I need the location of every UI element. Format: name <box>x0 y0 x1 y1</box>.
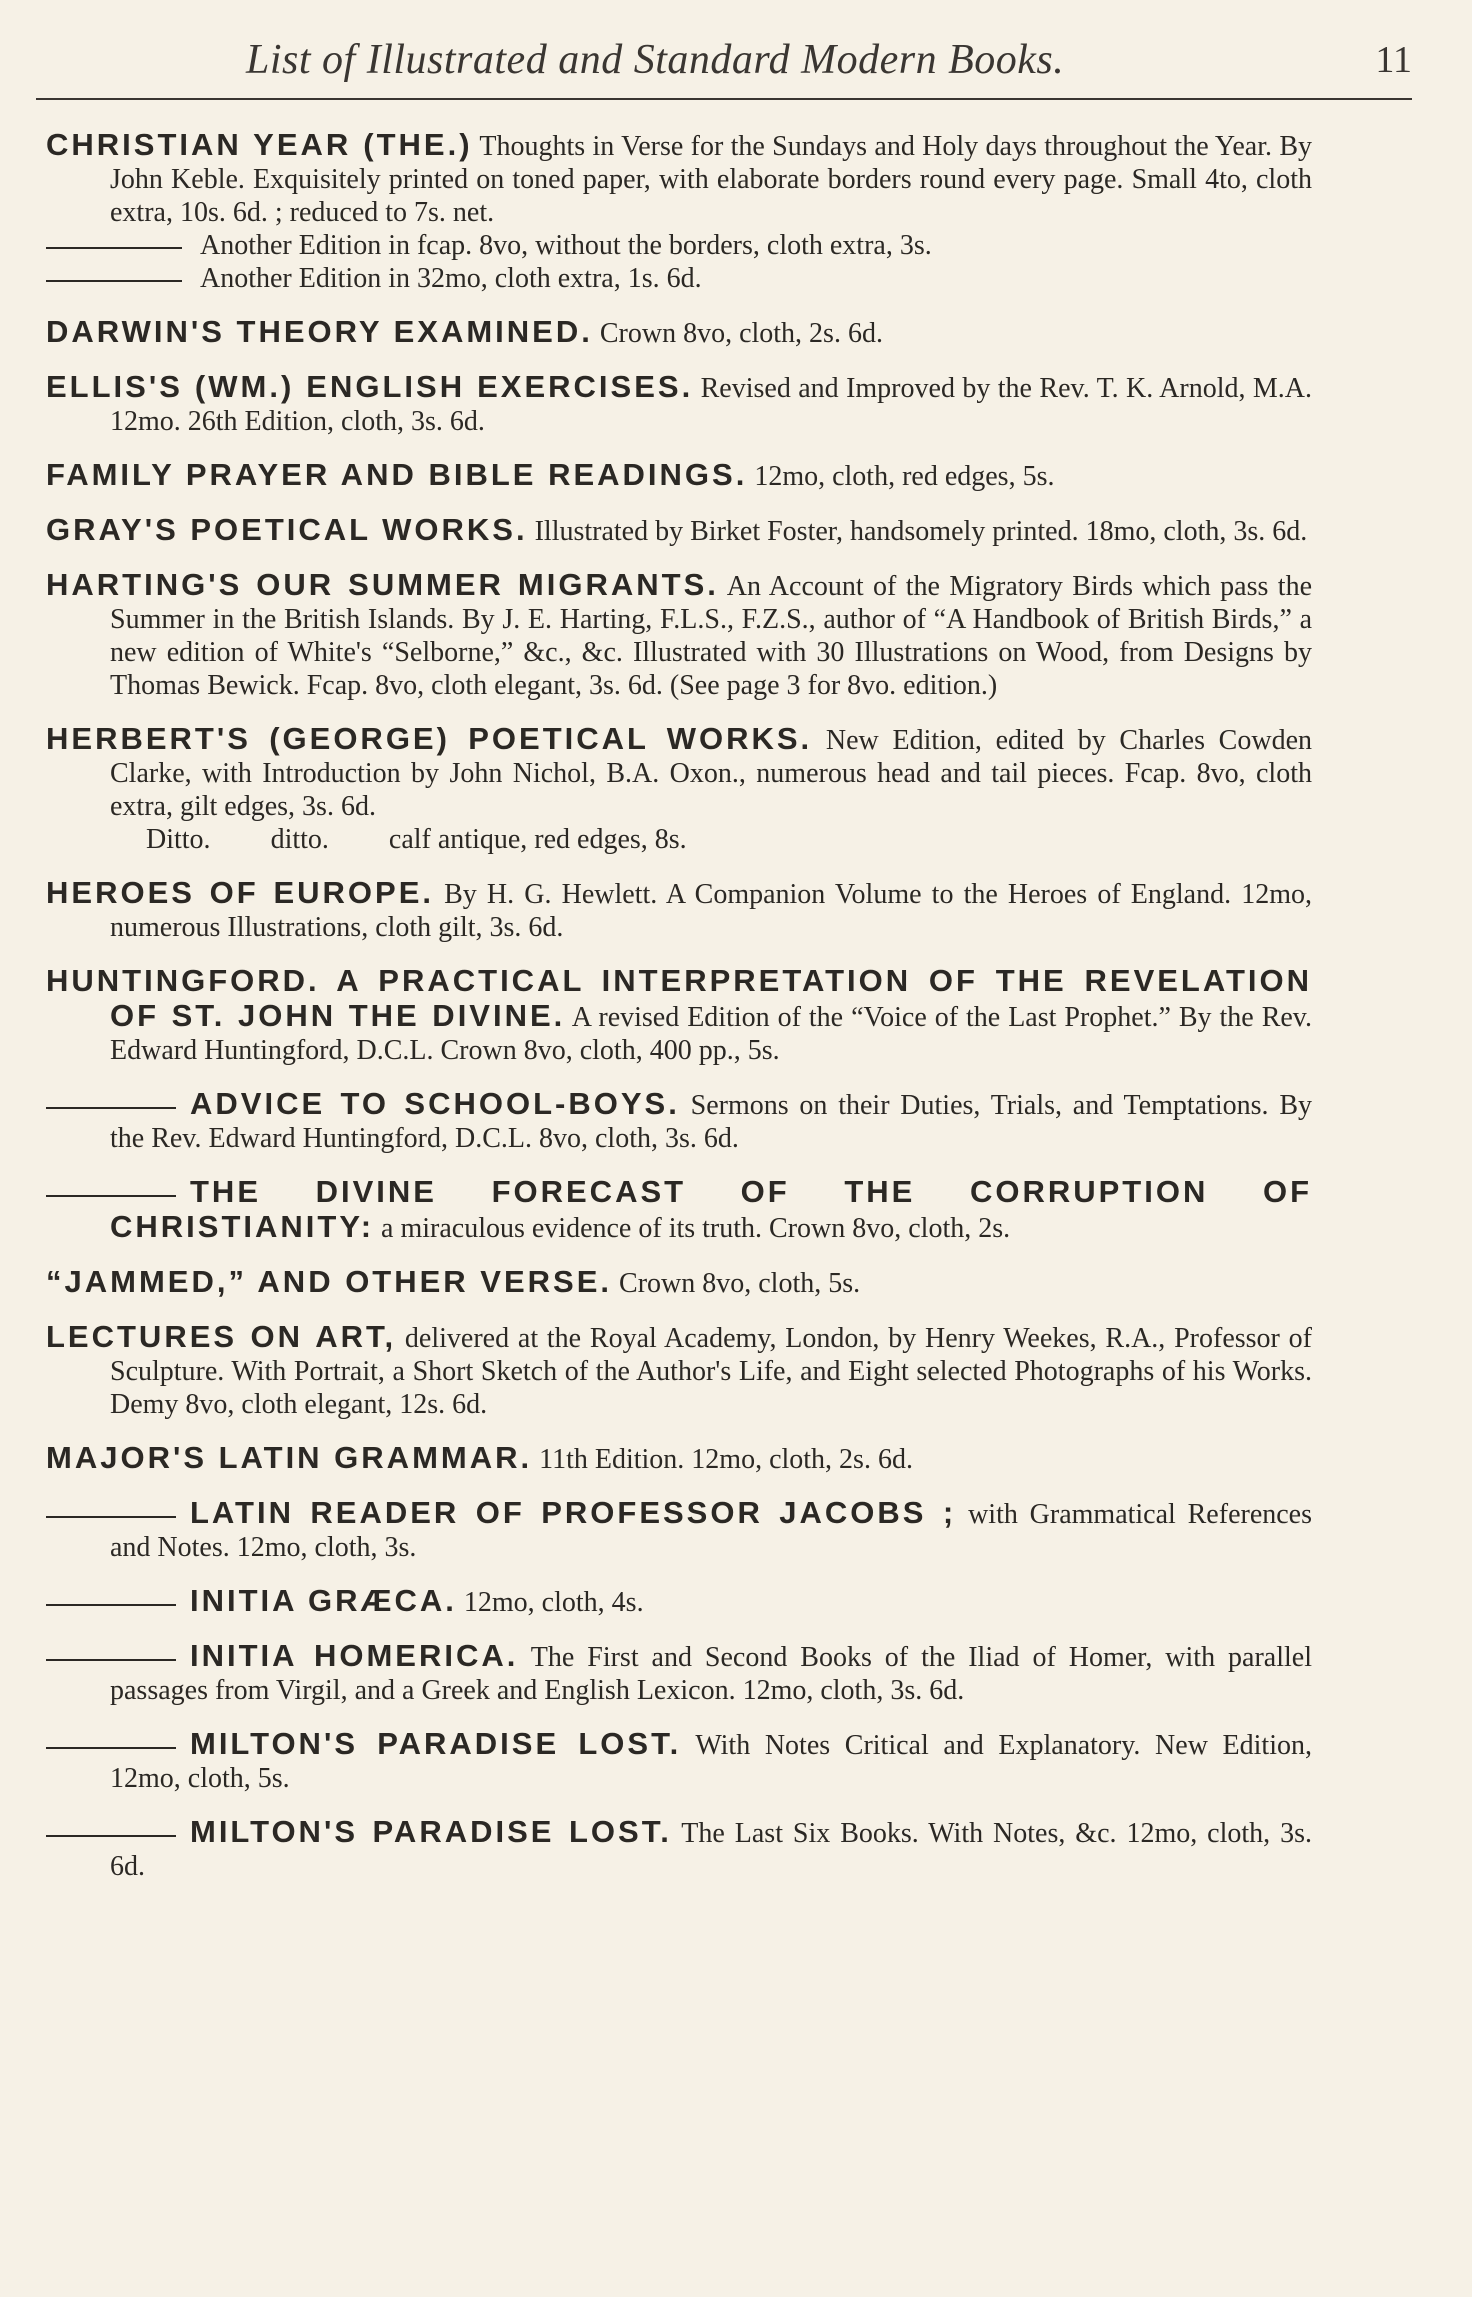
entry-text: By H. G. Hewlett. A Companion Volume to the Heroes of England. 12mo, numerous Illustrations, cloth gilt, 3s. 6d. <box>110 879 1312 943</box>
entry-text: Sermons on their Duties, Trials, and Temptations. By the Rev. Edward Huntingford, D.C.L. 8vo, cloth, 3s. 6d. <box>110 1090 1312 1154</box>
entry-heading: THE DIVINE FORECAST OF THE CORRUPTION OF CHRISTIANITY: <box>110 1174 1312 1244</box>
entry-text: delivered at the Royal Academy, London, by Henry Weekes, R.A., Professor of Sculpture. With Portrait, a Short Sketch of the Author's Life, and Eight selected Photographs of his Works. Demy 8vo, cloth elegant, 12s. 6d. <box>110 1323 1312 1420</box>
entry-text: 12mo, cloth, 4s. <box>463 1587 644 1618</box>
entry-heading: ADVICE TO SCHOOL-BOYS. <box>190 1086 680 1121</box>
entry-text: With Notes Critical and Explanatory. New Edition, 12mo, cloth, 5s. <box>110 1730 1312 1794</box>
entry-heading: INITIA GRÆCA. <box>190 1583 457 1618</box>
book-entry <box>46 1441 1312 1476</box>
book-entry <box>46 1496 1312 1564</box>
ditto-dash <box>46 280 182 282</box>
entry-heading: DARWIN'S THEORY EXAMINED. <box>46 314 593 349</box>
book-entry <box>46 315 1312 350</box>
entry-heading: GRAY'S POETICAL WORKS. <box>46 512 528 547</box>
entry-sub-edition: Another Edition in 32mo, cloth extra, 1s. 6d. <box>46 262 1312 295</box>
ditto-dash <box>46 1835 176 1837</box>
entry-text: The Last Six Books. With Notes, &c. 12mo, cloth, 3s. 6d. <box>110 1818 1313 1882</box>
ditto-dash <box>46 247 182 249</box>
entry-text: 11th Edition. 12mo, cloth, 2s. 6d. <box>539 1444 913 1475</box>
book-entry <box>46 1639 1312 1707</box>
book-entry <box>46 568 1312 702</box>
book-entry <box>46 876 1312 944</box>
entry-text: Revised and Improved by the Rev. T. K. Arnold, M.A. 12mo. 26th Edition, cloth, 3s. 6d. <box>110 373 1313 437</box>
entry-sub-edition: Another Edition in fcap. 8vo, without the borders, cloth extra, 3s. <box>46 229 1312 262</box>
ditto-dash <box>46 1195 176 1197</box>
book-entry <box>46 722 1312 856</box>
book-list <box>46 128 1312 1903</box>
entry-text: The First and Second Books of the Iliad of Homer, with parallel passages from Virgil, and a Greek and English Lexicon. 12mo, cloth, 3s. 6d. <box>110 1642 1312 1706</box>
entry-heading: “JAMMED,” AND OTHER VERSE. <box>46 1264 613 1299</box>
entry-heading: HUNTINGFORD. A PRACTICAL INTERPRETATION OF THE REVELATION OF ST. JOHN THE DIVINE. <box>46 963 1312 1033</box>
entry-heading: MAJOR'S LATIN GRAMMAR. <box>46 1440 533 1475</box>
book-entry <box>46 1175 1312 1245</box>
ditto-dash <box>46 1747 176 1749</box>
entry-text: Illustrated by Birket Foster, handsomely printed. 18mo, cloth, 3s. 6d. <box>534 516 1308 547</box>
entry-heading: HARTING'S OUR SUMMER MIGRANTS. <box>46 567 719 602</box>
ditto-dash <box>46 1107 176 1109</box>
book-entry <box>46 964 1312 1067</box>
book-entry <box>46 1087 1312 1155</box>
ditto-dash <box>46 1659 176 1661</box>
entry-heading: INITIA HOMERICA. <box>190 1638 519 1673</box>
book-entry <box>46 370 1312 438</box>
entry-text: Crown 8vo, cloth, 5s. <box>619 1268 861 1299</box>
entry-heading: CHRISTIAN YEAR (THE.) <box>46 127 473 162</box>
ditto-dash <box>46 1516 176 1518</box>
book-entry <box>46 1320 1312 1421</box>
book-entry <box>46 1815 1312 1883</box>
book-entry <box>46 458 1312 493</box>
entry-heading: FAMILY PRAYER AND BIBLE READINGS. <box>46 457 748 492</box>
entry-heading: LATIN READER OF PROFESSOR JACOBS ; <box>190 1495 957 1530</box>
book-entry <box>46 128 1312 295</box>
entry-heading: HEROES OF EUROPE. <box>46 875 434 910</box>
entry-text: a miraculous evidence of its truth. Crown 8vo, cloth, 2s. <box>381 1213 1011 1244</box>
entry-text: An Account of the Migratory Birds which pass the Summer in the British Islands. By J. E. Harting, F.L.S., F.Z.S., author of “A Handbook of British Birds,” a new edition of White's “Selborne,” &c., &c. Illustrated with 30 Illustrations on Wood, from Designs by Thomas Bewick. Fcap. 8vo, cloth elegant, 3s. 6d. (See page 3 for 8vo. edition.) <box>110 571 1312 701</box>
book-entry <box>46 1584 1312 1619</box>
page-title: List of Illustrated and Standard Modern Books. <box>246 37 1065 83</box>
entry-text: 12mo, cloth, red edges, 5s. <box>754 461 1055 492</box>
book-entry <box>46 1265 1312 1300</box>
entry-text: A revised Edition of the “Voice of the Last Prophet.” By the Rev. Edward Huntingford, D.C.L. Crown 8vo, cloth, 400 pp., 5s. <box>110 1002 1312 1066</box>
book-entry <box>46 513 1312 548</box>
page-header <box>36 36 1412 92</box>
page-number: 11 <box>1375 39 1412 81</box>
entry-heading: ELLIS'S (WM.) ENGLISH EXERCISES. <box>46 369 694 404</box>
entry-heading: LECTURES ON ART, <box>46 1319 397 1354</box>
book-entry <box>46 1727 1312 1795</box>
entry-text: New Edition, edited by Charles Cowden Clarke, with Introduction by John Nichol, B.A. Oxon., numerous head and tail pieces. Fcap. 8vo, cloth extra, gilt edges, 3s. 6d. <box>110 725 1312 822</box>
entry-heading: MILTON'S PARADISE LOST. <box>190 1726 682 1761</box>
entry-heading: MILTON'S PARADISE LOST. <box>190 1814 672 1849</box>
entry-text: with Grammatical References and Notes. 12mo, cloth, 3s. <box>110 1499 1312 1563</box>
entry-text: Thoughts in Verse for the Sundays and Holy days throughout the Year. By John Keble. Exquisitely printed on toned paper, with elaborate borders round every page. Small 4to, cloth extra, 10s. 6d. ; reduced to 7s. net. <box>110 131 1313 228</box>
header-rule <box>36 98 1412 100</box>
entry-text: Crown 8vo, cloth, 2s. 6d. <box>599 318 883 349</box>
ditto-dash <box>46 1604 176 1606</box>
ditto-line: Ditto. ditto. calf antique, red edges, 8s. <box>146 824 687 855</box>
entry-heading: HERBERT'S (GEORGE) POETICAL WORKS. <box>46 721 813 756</box>
